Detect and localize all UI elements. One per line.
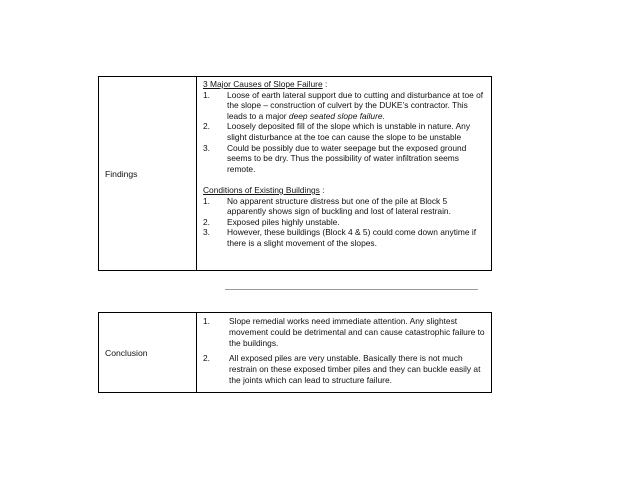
item-text-main: Loose of earth lateral support due to cutting and disturbance at toe of the slope – construction of culvert by the DUKE’s contractor. This leads to a major: [227, 89, 484, 121]
conclusion-table: [98, 312, 492, 393]
item-number: 1.: [203, 316, 210, 326]
causes-heading-line: [203, 79, 485, 90]
item-number: 2.: [203, 216, 210, 227]
section-divider: [225, 289, 478, 290]
spacer: [203, 174, 485, 185]
item-text-tail: .: [382, 110, 385, 121]
conditions-heading-line: [203, 185, 485, 196]
item-text: [227, 90, 485, 122]
item-text: Loosely deposited fill of the slope which is unstable in nature. Any slight disturbance at the toe can cause the slope to be unstable: [227, 121, 471, 142]
causes-list: [203, 90, 485, 175]
item-number: 1.: [203, 89, 210, 100]
list-item: [203, 316, 485, 348]
item-text: Could be possibly due to water seepage but the exposed ground seems to be dry. Thus the possibility of water infiltration seems remote.: [227, 142, 467, 174]
item-number: 3.: [203, 227, 210, 238]
item-number: 1.: [203, 195, 210, 206]
item-emphasis: deep seated slope failure: [288, 110, 383, 121]
item-number: 3.: [203, 142, 210, 153]
findings-label: Findings: [99, 77, 197, 270]
conditions-heading-suffix: :: [319, 184, 325, 195]
list-item: [203, 217, 485, 228]
item-number: 2.: [203, 353, 210, 364]
list-item: [203, 196, 485, 217]
list-item: [203, 90, 485, 122]
item-text: However, these buildings (Block 4 & 5) could come down anytime if there is a slight movement of the slopes.: [227, 227, 477, 248]
conclusion-content: [197, 313, 491, 392]
item-text: Slope remedial works need immediate attention. Any slightest movement could be detrimental and can cause catastrophic failure to the buildings.: [229, 316, 485, 348]
item-text: Exposed piles highly unstable.: [227, 216, 340, 227]
findings-table: [98, 76, 492, 271]
causes-heading: 3 Major Causes of Slope Failure: [203, 79, 323, 89]
conclusion-label: Conclusion: [99, 313, 197, 392]
findings-content: [197, 77, 491, 270]
item-text: All exposed piles are very unstable. Basically there is not much restrain on these exposed timber piles and they can buckle easily at the joints which can lead to structure failure.: [229, 353, 481, 385]
conditions-list: [203, 196, 485, 249]
list-item: [203, 227, 485, 248]
list-item: [203, 143, 485, 175]
list-item: [203, 121, 485, 142]
conclusion-list: [203, 316, 485, 386]
causes-heading-suffix: :: [322, 79, 328, 89]
list-item: [203, 353, 485, 385]
item-number: 2.: [203, 121, 210, 132]
conditions-heading: Conditions of Existing Buildings: [203, 184, 320, 195]
item-text: No apparent structure distress but one of the pile at Block 5 apparently shows sign of buckling and lost of lateral restrain.: [227, 195, 451, 217]
